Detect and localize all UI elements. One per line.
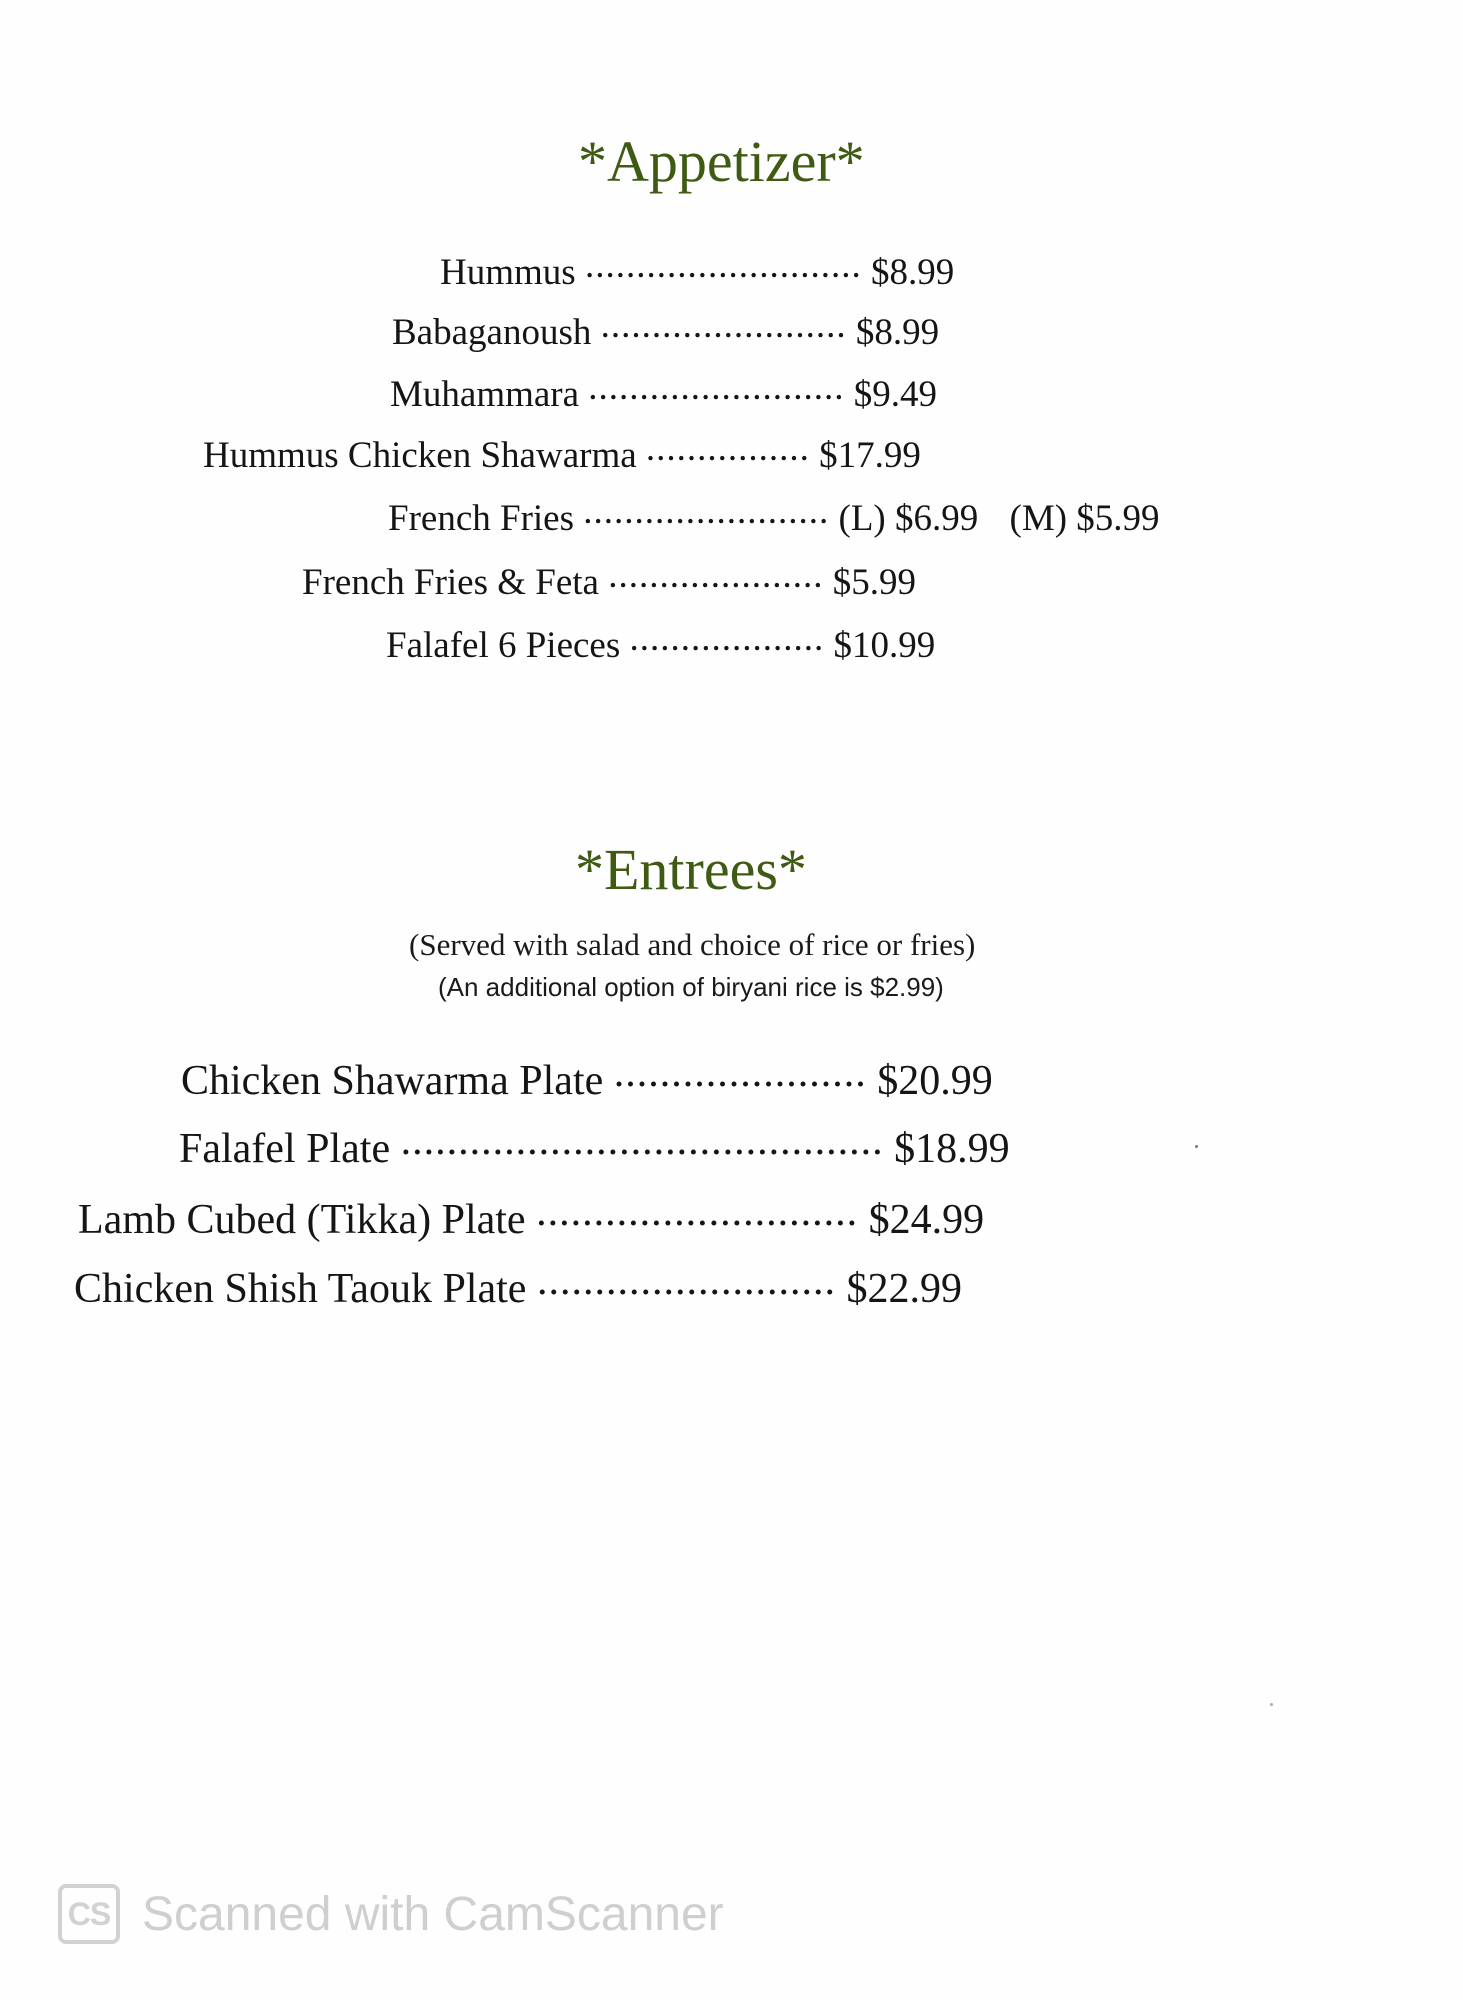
item-name: Hummus Chicken Shawarma [203,435,637,476]
item-price: (L) $6.99 [838,498,979,539]
item-name: Hummus [440,252,576,293]
leader-dots: ........................... [584,247,862,284]
item-price: $24.99 [868,1197,985,1243]
camscanner-watermark [58,1884,724,1944]
leader-dots: .......................................... [400,1120,884,1162]
menu-item [386,620,935,664]
entrees-title: *Entrees* [575,837,807,902]
entrees-note-biryani: (An additional option of biryani rice is $2.99) [438,972,944,1002]
scan-speck [1195,1145,1198,1148]
item-price: $5.99 [832,562,916,603]
item-name: Lamb Cubed (Tikka) Plate [78,1197,526,1243]
item-name: French Fries & Feta [302,562,599,603]
menu-item [179,1120,1010,1170]
menu-item [181,1052,993,1102]
leader-dots: ........................ [600,307,847,344]
item-price: $20.99 [877,1058,993,1104]
menu-item [392,307,939,351]
leader-dots: ........................ [583,493,830,530]
appetizer-title: *Appetizer* [578,129,865,194]
menu-item [203,430,921,474]
menu-item [78,1191,984,1241]
item-price: $9.49 [853,374,938,415]
item-name: Falafel 6 Pieces [386,625,621,666]
item-name: Chicken Shawarma Plate [181,1058,604,1104]
scan-speck [1270,1703,1273,1706]
leader-dots: ................ [645,430,810,467]
menu-item [388,493,1160,537]
item-name: Babaganoush [392,312,592,353]
item-name: Falafel Plate [179,1126,391,1172]
item-price: $8.99 [870,252,955,293]
menu-item [74,1260,962,1310]
leader-dots: ...................... [613,1052,867,1094]
leader-dots: .......................... [536,1260,836,1302]
item-price: $17.99 [819,435,921,476]
camscanner-logo-icon: CS [58,1884,120,1944]
item-price: $10.99 [833,625,936,666]
leader-dots: ............................ [536,1191,859,1233]
leader-dots: ................... [629,620,825,657]
item-price: $18.99 [894,1126,1010,1172]
entrees-note-serving: (Served with salad and choice of rice or fries) [409,927,976,962]
item-name: French Fries [388,498,574,539]
item-price: $8.99 [855,312,940,353]
watermark-text: Scanned with CamScanner [142,1887,724,1941]
menu-item [390,369,937,413]
menu-item [440,247,954,291]
menu-item [302,557,916,601]
item-price: $22.99 [846,1266,962,1312]
leader-dots: ......................... [588,369,845,406]
item-name: Chicken Shish Taouk Plate [74,1266,527,1312]
item-price-secondary: (M) $5.99 [1009,498,1160,539]
item-name: Muhammara [390,374,580,415]
leader-dots: ..................... [608,557,824,594]
